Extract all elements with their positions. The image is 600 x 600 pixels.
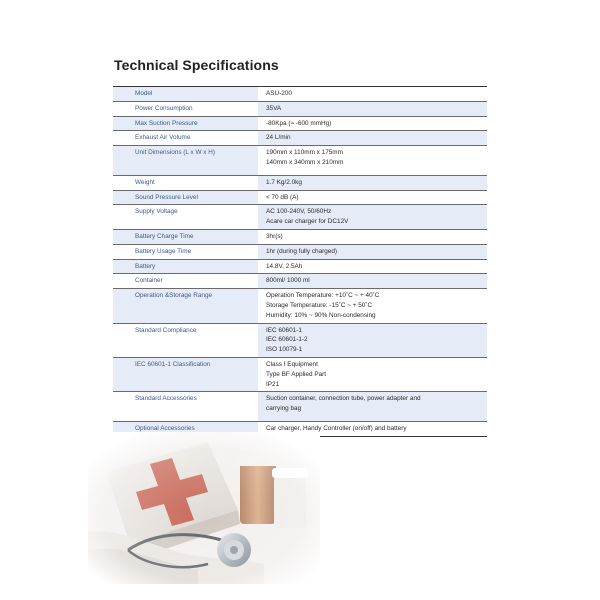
spec-row-sound-pressure-level xyxy=(113,190,487,205)
spec-value-line: 24 L/min xyxy=(266,134,291,142)
spec-value-line: AC 100-240V, 50/60Hz xyxy=(266,208,332,216)
spec-row-battery-usage-time xyxy=(113,244,487,259)
spec-label: Standard Compliance xyxy=(113,323,258,357)
spec-label: Operation &Storage Range xyxy=(113,289,258,323)
spec-row-battery-charge-time xyxy=(113,229,487,244)
spec-value-line: 190mm x 110mm x 175mm xyxy=(266,149,343,157)
spec-value xyxy=(258,274,487,289)
spec-value-line: 1.7 Kg/2.0kg xyxy=(266,178,302,186)
spec-label: Battery Charge Time xyxy=(113,229,258,244)
spec-value-line: 35VA xyxy=(266,104,282,112)
spec-value-line: Suction container, connection tube, power adapter and xyxy=(266,395,421,403)
spec-label: Battery Usage Time xyxy=(113,244,258,259)
spec-value-line: IEC 60601-1 xyxy=(266,326,302,334)
spec-row-container xyxy=(113,274,487,289)
spec-value-line: -80Kpa (≈ -600 mmHg) xyxy=(266,119,332,127)
spec-value xyxy=(258,244,487,259)
spec-row-standard-accessories xyxy=(113,392,487,422)
spec-label: Standard Accessories xyxy=(113,392,258,422)
spec-value xyxy=(258,175,487,190)
spec-value xyxy=(258,229,487,244)
spec-value xyxy=(258,357,487,391)
spec-label: Model xyxy=(113,87,258,102)
spec-value xyxy=(258,116,487,131)
spec-label: Sound Pressure Level xyxy=(113,190,258,205)
specifications-table xyxy=(113,86,487,437)
spec-row-operation-storage-range xyxy=(113,289,487,323)
spec-value xyxy=(258,146,487,176)
spec-row-standard-compliance xyxy=(113,323,487,357)
spec-label: Unit Dimensions (L x W x H) xyxy=(113,146,258,176)
spec-row-weight xyxy=(113,175,487,190)
spec-value-line: carrying bag xyxy=(266,405,302,413)
spec-row-supply-voltage xyxy=(113,205,487,230)
spec-value xyxy=(258,205,487,230)
spec-value-line: ISO 10079-1 xyxy=(266,346,303,354)
spec-value-line: Humidity: 10% ~ 90% Non-condensing xyxy=(266,311,376,319)
medical-supplies-photo xyxy=(88,432,320,584)
spec-value xyxy=(258,392,487,422)
spec-value-line: 14.8V, 2.5Ah xyxy=(266,262,303,270)
spec-value xyxy=(258,87,487,102)
spec-value-line: ASU-200 xyxy=(266,90,292,97)
spec-label: Container xyxy=(113,274,258,289)
spec-row-unit-dimensions-l-x-w-x-h xyxy=(113,146,487,176)
spec-value-line: 3hr(s) xyxy=(266,232,283,240)
spec-value-line: < 70 dB (A) xyxy=(266,193,299,201)
spec-label: Battery xyxy=(113,259,258,274)
spec-value-line: Car charger, Handy Controller (on/off) and battery xyxy=(266,424,407,432)
spec-value-line: Class I Equipment xyxy=(266,360,318,368)
spec-value-line: 140mm x 340mm x 210mm xyxy=(266,158,344,166)
spec-row-model xyxy=(113,87,487,102)
spec-label: Exhaust Air Volume xyxy=(113,131,258,146)
spec-row-iec-60601-1-classification xyxy=(113,357,487,391)
page-title: Technical Specifications xyxy=(114,57,279,73)
spec-row-max-suction-pressure xyxy=(113,116,487,131)
spec-value-line: Type BF Applied Part xyxy=(266,370,327,378)
spec-value-line: Operation Temperature: +10˚C ~ + 40˚C xyxy=(266,292,380,300)
spec-value xyxy=(258,190,487,205)
spec-value xyxy=(258,131,487,146)
spec-row-power-consumption xyxy=(113,101,487,116)
spec-value-line: IEC 60601-1-2 xyxy=(266,336,308,344)
spec-label: IEC 60601-1 Classification xyxy=(113,357,258,391)
spec-value-line: 800ml/ 1000 ml xyxy=(266,277,310,285)
spec-value xyxy=(258,101,487,116)
spec-value-line: Acare car charger for DC12V xyxy=(266,218,349,226)
spec-label: Supply Voltage xyxy=(113,205,258,230)
spec-row-exhaust-air-volume xyxy=(113,131,487,146)
spec-value xyxy=(258,259,487,274)
spec-label: Power Consumption xyxy=(113,101,258,116)
spec-value-line: Storage Temperature: -15˚C ~ + 50˚C xyxy=(266,301,373,309)
spec-value xyxy=(258,289,487,323)
spec-label: Optional Accessories xyxy=(113,421,258,436)
spec-value-line: 1hr (during fully charged) xyxy=(266,247,338,255)
spec-value xyxy=(258,323,487,357)
spec-row-battery xyxy=(113,259,487,274)
spec-label: Weight xyxy=(113,175,258,190)
spec-label: Max Suction Pressure xyxy=(113,116,258,131)
spec-value-line: IP21 xyxy=(266,380,280,388)
